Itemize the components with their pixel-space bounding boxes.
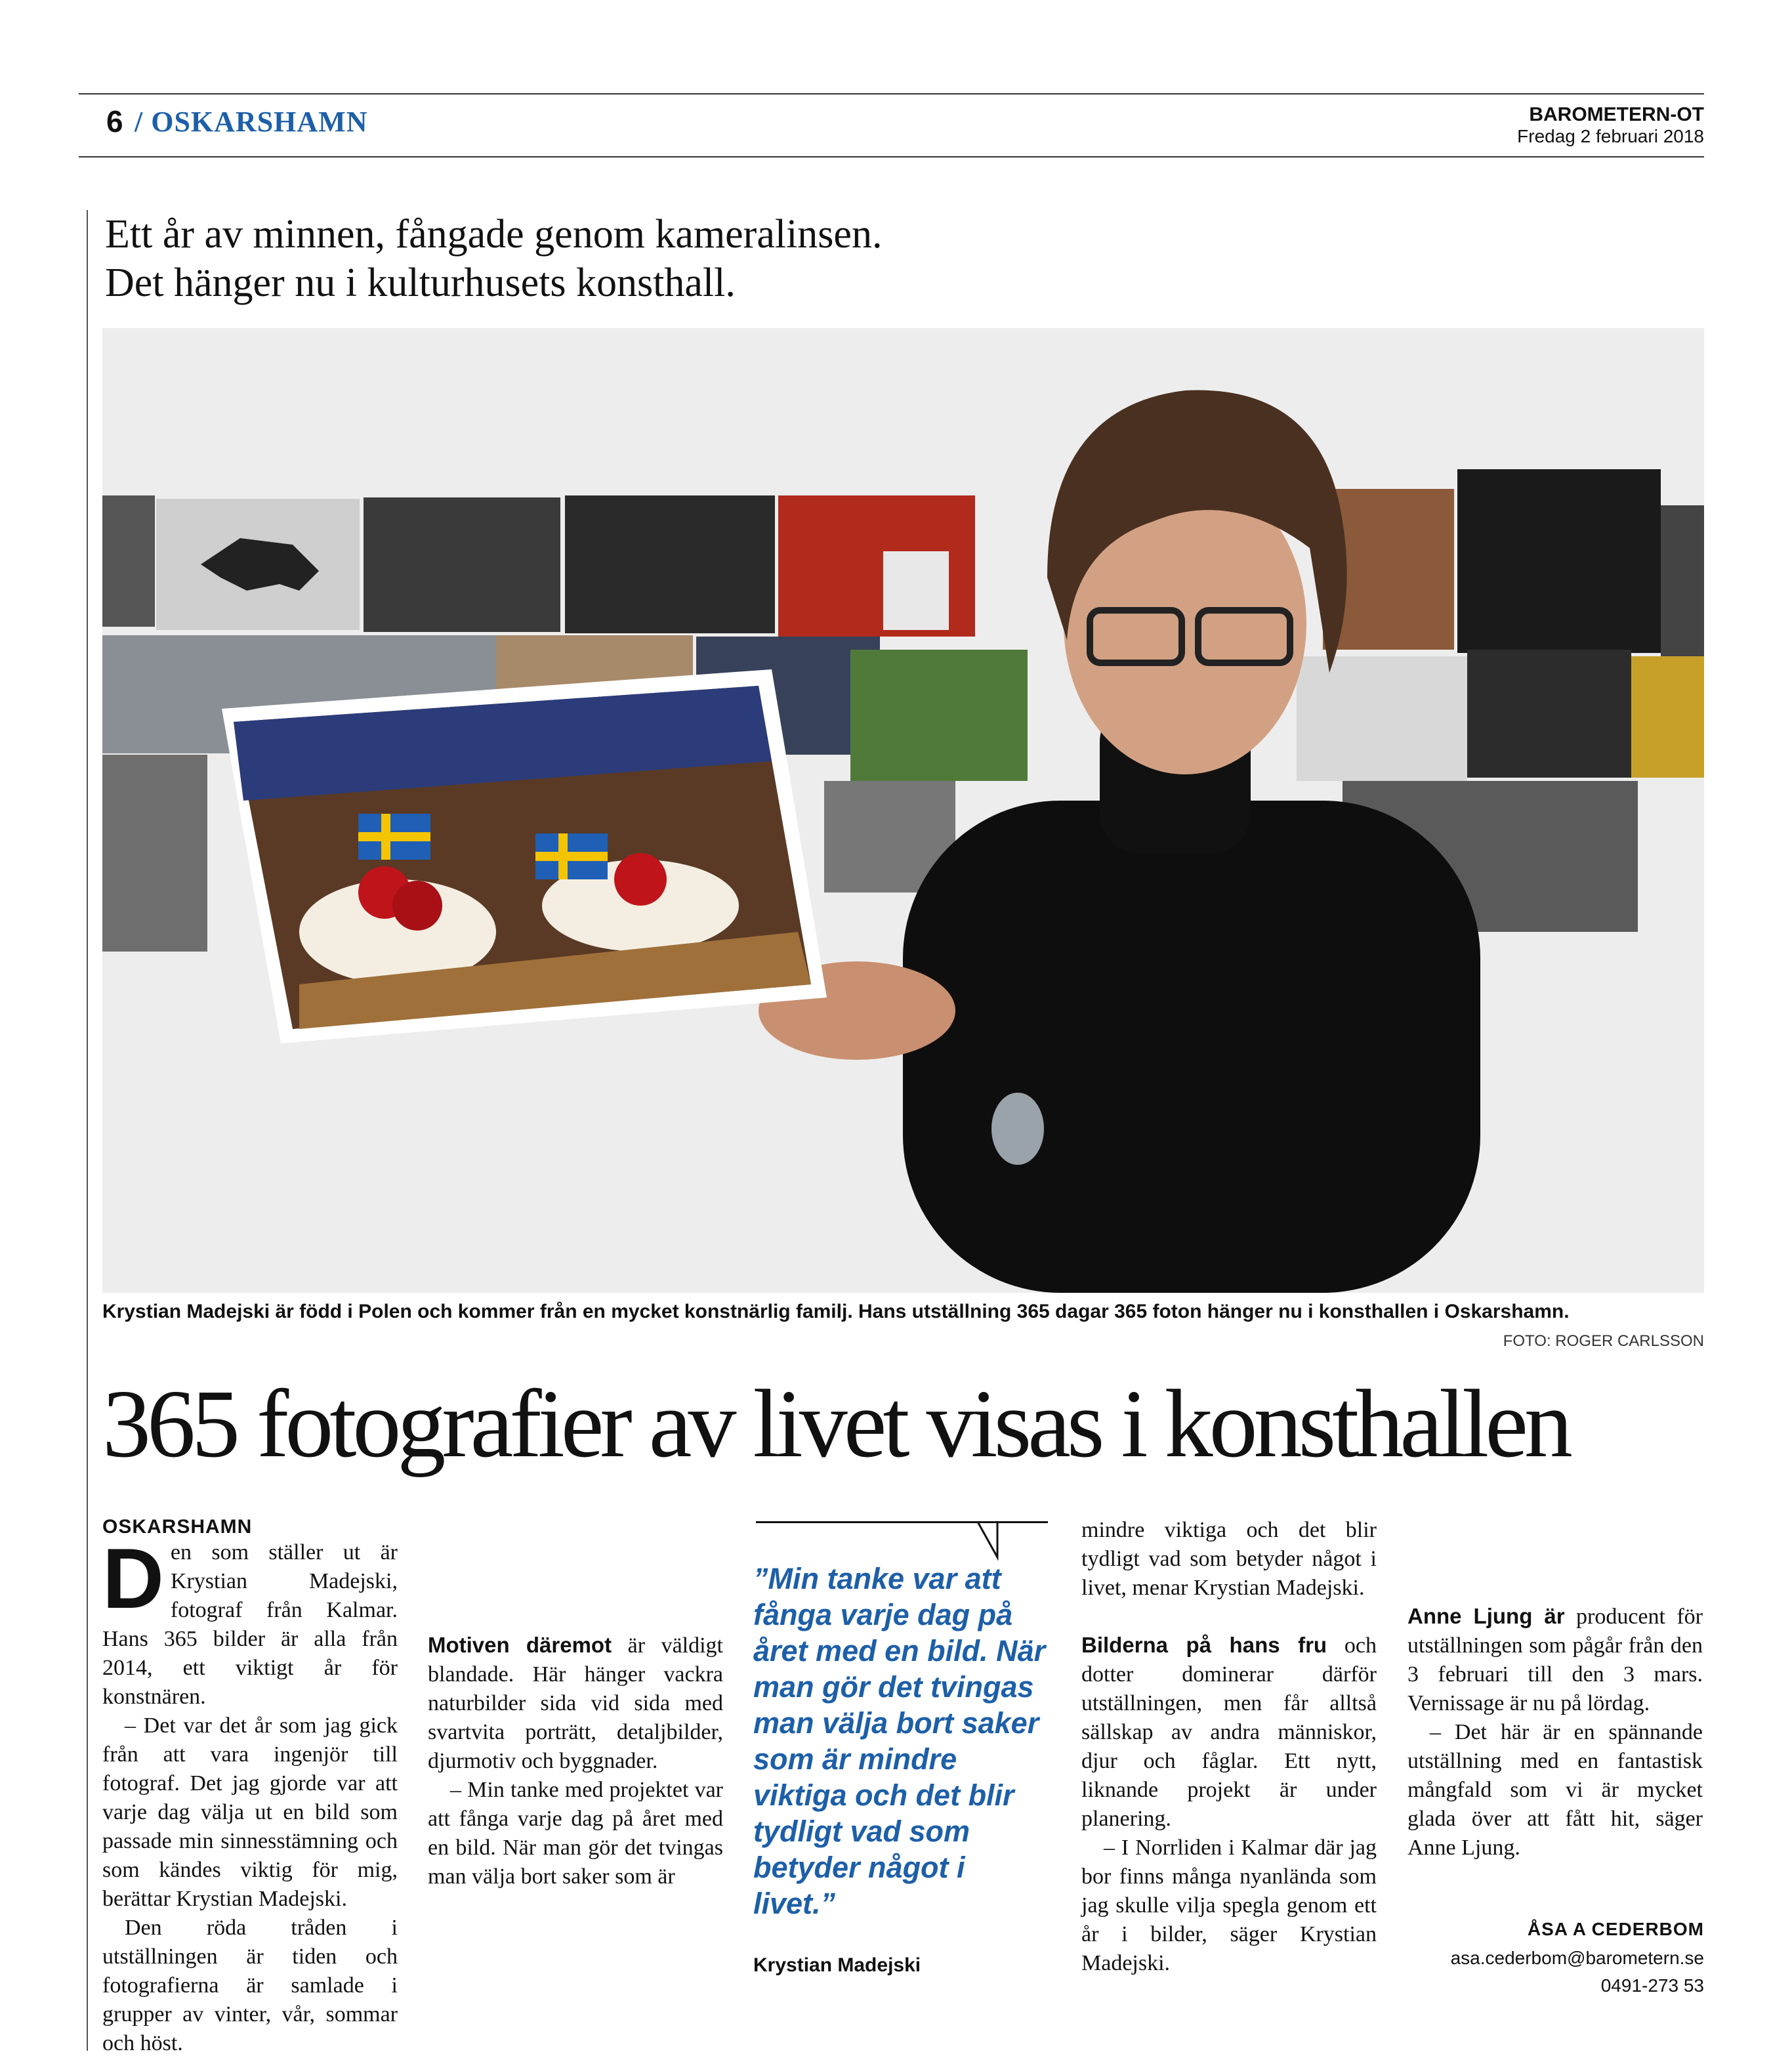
intro-text xyxy=(105,210,1220,307)
wall-print xyxy=(1467,650,1631,778)
dateline: OSKARSHAMN xyxy=(102,1516,253,1538)
author-byline: ÅSA A CEDERBOM xyxy=(1527,1919,1704,1939)
swedish-flag-cross-v xyxy=(558,833,568,879)
paragraph: en som ställer ut är Krystian Madejski, fotograf från Kalmar. Hans 365 bilder är alla från 2014, ett viktigt år för konstnären. xyxy=(102,1540,398,1709)
wall-print xyxy=(1457,469,1661,653)
swedish-flag-cross-h xyxy=(358,832,430,841)
drop-cap: D xyxy=(102,1530,164,1626)
pull-quote xyxy=(753,1521,1049,1977)
intro-line-2: Det hänger nu i kulturhusets konsthall. xyxy=(105,261,736,305)
paragraph: – Det här är en spännande utställning med en fantastisk mångfald som vi är mycket glada över att fått hit, säger Anne Ljung. xyxy=(1407,1720,1703,1860)
paragraph-lead: Motiven däremot xyxy=(428,1633,612,1657)
paragraph: mindre viktiga och det blir tydligt vad som betyder något i livet, menar Krystian Madejski. xyxy=(1081,1518,1377,1600)
top-rule xyxy=(79,93,1704,94)
headline: 365 fotografier av livet visas i konsthallen xyxy=(102,1370,1569,1478)
article-column-5 xyxy=(1407,1574,1703,1862)
pull-quote-attribution: Krystian Madejski xyxy=(753,1954,921,1976)
header-rule xyxy=(79,156,1704,158)
photo-caption: Krystian Madejski är född i Polen och kommer från en mycket konstnärlig familj. Hans utställning 365 dagar 365 foton hänger nu i konsthallen i Oskarshamn. xyxy=(102,1301,1570,1322)
issue-date: Fredag 2 februari 2018 xyxy=(1517,126,1704,146)
strawberry xyxy=(392,881,442,931)
wall-print xyxy=(102,755,207,952)
wall-print xyxy=(565,495,775,633)
paragraph: och dotter dominerar därför utställningen, men får alltså sällskap av andra människor, djur och fåglar. Ett nytt, liknande projekt är under planering. xyxy=(1081,1633,1377,1831)
wall-print xyxy=(1631,656,1704,778)
photo-credit: FOTO: ROGER CARLSSON xyxy=(1503,1332,1704,1350)
author-email: asa.cederbom@barometern.se xyxy=(1450,1948,1704,1968)
page-number: 6 xyxy=(106,104,123,138)
paragraph: – Det var det år som jag gick från att vara ingenjör till fotograf. Det jag gjorde var att varje dag välja ut en bild som passade min sinnesstämning och som kändes viktig för mig, berättar Krystian Madejski. xyxy=(102,1713,398,1911)
wall-print xyxy=(850,650,1028,781)
paragraph: producent för utställningen som pågår från den 3 februari till den 3 mars. Vernissage är nu på lördag. xyxy=(1407,1605,1703,1715)
paragraph-lead: Anne Ljung är xyxy=(1407,1604,1565,1628)
article-column-4 xyxy=(1081,1516,1377,1978)
paragraph-lead: Bilderna på hans fru xyxy=(1081,1633,1327,1657)
paragraph: – Min tanke med projektet var att fånga varje dag på året med en bild. När man gör det tvingas man välja bort saker som är xyxy=(428,1778,723,1889)
swedish-flag-cross-v xyxy=(381,814,390,860)
left-margin-rule xyxy=(87,210,88,2051)
wall-print xyxy=(102,495,155,627)
publication-info xyxy=(1517,104,1704,147)
wall-print xyxy=(364,497,560,632)
swedish-flag-cross-h xyxy=(535,852,608,861)
paragraph: Den röda tråden i utställningen är tiden och fotografierna är samlade i grupper av vinter, vår, sommar och höst. xyxy=(102,1916,398,2055)
wall-print xyxy=(883,551,949,630)
pull-quote-text: ”Min tanke var att fånga varje dag på året med en bild. När man gör det tvingas man välja bort saker som är mindre viktiga och det blir tydligt vad som betyder något i livet.” xyxy=(753,1562,1046,1920)
wall-print xyxy=(1297,656,1467,781)
paragraph: är väldigt blandade. Här hänger vackra naturbilder sida vid sida med svartvita porträtt, detaljbilder, djurmotiv och byggnader. xyxy=(428,1633,723,1773)
article-column-1 xyxy=(102,1516,398,2058)
main-photo xyxy=(102,328,1704,1293)
strawberry xyxy=(614,853,667,906)
section-name: / OSKARSHAMN xyxy=(135,106,368,138)
paragraph: – I Norrliden i Kalmar där jag bor finns många nyanlända som jag skulle vilja spegla genom ett år i bilder, säger Krystian Madejski. xyxy=(1081,1836,1377,1975)
intro-line-1: Ett år av minnen, fångade genom kameralinsen. xyxy=(105,212,883,257)
wristwatch xyxy=(991,1093,1044,1165)
man-torso xyxy=(903,801,1480,1293)
article-column-2 xyxy=(428,1516,723,1891)
wall-print xyxy=(1661,505,1704,656)
author-phone: 0491-273 53 xyxy=(1600,1975,1704,1996)
publication-name: BAROMETERN-OT xyxy=(1529,104,1704,125)
